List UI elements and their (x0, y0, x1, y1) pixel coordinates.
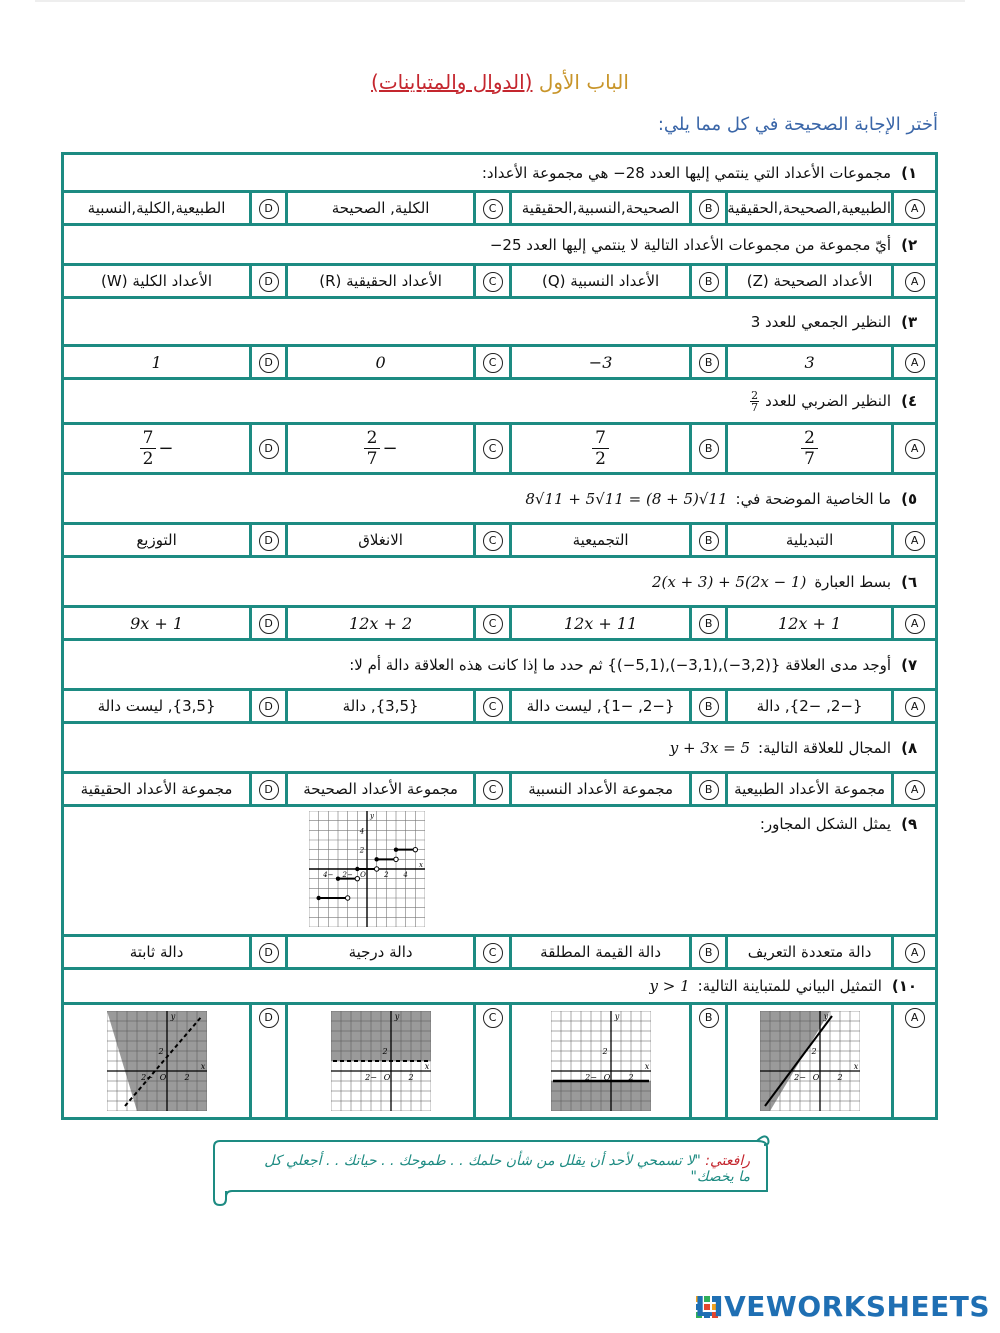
option-letter-a-icon[interactable]: A (905, 697, 925, 717)
question-expression: y > 1 (649, 977, 690, 995)
option-letter-b-icon[interactable]: B (699, 614, 719, 634)
question-content (64, 164, 917, 182)
answer-option-d[interactable] (63, 346, 251, 379)
question-number: ١) (901, 163, 918, 182)
question-text-cell (63, 298, 937, 346)
option-letter-b-icon[interactable]: B (699, 353, 719, 373)
option-letter-cell (475, 1004, 511, 1119)
option-letter-cell (251, 524, 287, 557)
option-letter-cell (251, 936, 287, 969)
question-text: النظير الجمعي للعدد 3 (750, 312, 892, 331)
question-content (64, 390, 917, 413)
option-letter-c-icon[interactable]: C (483, 697, 503, 717)
tick-label-y2: 2 (359, 846, 365, 855)
options-row (63, 524, 937, 557)
option-fraction (592, 428, 609, 469)
tick-label-neg2: −2 (342, 871, 353, 879)
question-number: ٣) (901, 312, 918, 331)
answer-option-c[interactable] (287, 192, 475, 225)
answer-option-d[interactable] (63, 773, 251, 806)
question-number: ٤) (901, 391, 918, 410)
answer-option-c[interactable] (287, 773, 475, 806)
closed-endpoint (355, 867, 359, 871)
option-letter-a-icon[interactable]: A (905, 943, 925, 963)
closed-endpoint (394, 847, 398, 851)
fraction-denominator: 2 (595, 449, 606, 469)
question-content (64, 573, 917, 591)
option-text: الأعداد الكلية (W) (101, 272, 213, 290)
option-letter-c-icon[interactable]: C (483, 780, 503, 800)
tick-label-neg2: −2 (793, 1073, 806, 1082)
inequality-graph-d (107, 1011, 207, 1111)
answer-option-c[interactable] (287, 607, 475, 640)
option-letter-a-icon[interactable]: A (905, 531, 925, 551)
question-number: ٥) (901, 489, 918, 508)
option-letter-a-icon[interactable]: A (905, 614, 925, 634)
question-expression: y + 3x = 5 (669, 738, 751, 757)
question-text-cell (63, 640, 937, 690)
option-letter-a-icon[interactable]: A (905, 780, 925, 800)
tick-label-y2: 2 (811, 1047, 817, 1056)
step-function-graph (309, 811, 425, 927)
minus-sign: − (158, 438, 174, 459)
option-letter-d-icon[interactable]: D (259, 353, 279, 373)
question-row (63, 557, 937, 607)
option-letter-cell (893, 773, 937, 806)
option-letter-cell (893, 424, 937, 474)
option-letter-cell (251, 607, 287, 640)
question-text: التمثيل البياني للمتباينة التالية: (697, 977, 882, 995)
tick-label-y4: 4 (359, 827, 365, 836)
tick-label-4: 4 (403, 871, 408, 879)
option-letter-cell (691, 346, 727, 379)
minus-sign: − (382, 438, 398, 459)
option-letter-c-icon[interactable]: C (483, 1008, 503, 1028)
option-letter-d-icon[interactable]: D (259, 1008, 279, 1028)
question-text: أوجد مدى العلاقة {(3,2−),(3,1−),(5,1−)} ثم حدد ما إذا كانت هذه العلاقة دالة أم لا: (349, 655, 892, 674)
tick-label-2: 2 (408, 1073, 414, 1082)
origin-label: O (812, 1073, 819, 1082)
answer-option-a[interactable] (727, 265, 893, 298)
question-number: ٨) (901, 738, 918, 757)
option-text: {3,5}, ليست دالة (97, 697, 216, 715)
question-row (63, 379, 937, 424)
option-text: التبديلية (785, 531, 834, 549)
origin-label: O (360, 871, 366, 879)
option-letter-cell (251, 265, 287, 298)
option-letter-cell (691, 424, 727, 474)
answer-option-d[interactable] (63, 524, 251, 557)
open-endpoint (374, 867, 378, 871)
question-fraction (750, 390, 759, 413)
question-number: ٦) (901, 572, 918, 591)
question-number: ٧) (901, 655, 918, 674)
option-letter-b-icon[interactable]: B (699, 943, 719, 963)
option-text: دالة القيمة المطلقة (540, 943, 662, 961)
question-text-cell (63, 806, 937, 936)
question-content (64, 490, 917, 508)
answer-option-d[interactable] (63, 1004, 251, 1119)
question-text: المجال للعلاقة التالية: (758, 738, 892, 757)
question-expression: 8√11 + 5√11 = (8 + 5)√11 (525, 489, 728, 508)
option-text: دالة ثابتة (129, 943, 184, 961)
option-letter-a-icon[interactable]: A (905, 199, 925, 219)
option-letter-b-icon[interactable]: B (699, 199, 719, 219)
option-fraction (140, 428, 157, 469)
option-graph (728, 1011, 891, 1111)
option-letter-d-icon[interactable]: D (259, 614, 279, 634)
tick-label-neg4: −4 (323, 871, 334, 879)
origin-label: O (383, 1073, 390, 1082)
brand-name: LIVEWORKSHEETS (694, 1290, 990, 1323)
answer-option-b[interactable] (511, 265, 691, 298)
option-letter-c-icon[interactable]: C (483, 614, 503, 634)
tick-label-y2: 2 (382, 1047, 388, 1056)
option-letter-d-icon[interactable]: D (259, 199, 279, 219)
option-letter-cell (893, 265, 937, 298)
option-letter-cell (251, 424, 287, 474)
answer-option-b[interactable] (511, 192, 691, 225)
question-text-cell (63, 225, 937, 265)
answer-option-b[interactable] (511, 424, 691, 474)
option-text: التجميعية (572, 531, 629, 549)
option-letter-cell (691, 192, 727, 225)
question-content (64, 739, 917, 757)
question-row (63, 640, 937, 690)
option-text: الأعداد الحقيقية (R) (319, 272, 442, 290)
fraction-denominator: 7 (804, 449, 815, 469)
answer-option-a[interactable] (727, 607, 893, 640)
questions-table (61, 152, 938, 1120)
option-letter-d-icon[interactable]: D (259, 943, 279, 963)
y-axis-label: y (614, 1012, 619, 1021)
fraction-numerator: 7 (592, 428, 609, 449)
answer-option-a[interactable] (727, 192, 893, 225)
question-text-cell (63, 379, 937, 424)
x-axis-label: x (200, 1062, 205, 1071)
fraction-numerator: 2 (751, 388, 759, 402)
option-letter-cell (893, 1004, 937, 1119)
option-letter-d-icon[interactable]: D (259, 531, 279, 551)
options-row (63, 424, 937, 474)
open-endpoint (394, 857, 398, 861)
question-row (63, 969, 937, 1004)
option-letter-c-icon[interactable]: C (483, 439, 503, 459)
y-axis-label: y (823, 1012, 828, 1021)
option-letter-c-icon[interactable]: C (483, 199, 503, 219)
question-row (63, 298, 937, 346)
fraction-numerator: 7 (140, 428, 157, 449)
answer-option-a[interactable] (727, 690, 893, 723)
answer-option-c[interactable] (287, 690, 475, 723)
answer-option-a[interactable] (727, 346, 893, 379)
page-title (0, 70, 1000, 94)
option-text: مجموعة الأعداد الطبيعية (734, 780, 886, 798)
option-letter-a-icon[interactable]: A (905, 1008, 925, 1028)
option-letter-c-icon[interactable]: C (483, 943, 503, 963)
x-axis-label: x (853, 1062, 858, 1071)
answer-option-a[interactable] (727, 1004, 893, 1119)
option-letter-cell (893, 936, 937, 969)
option-text: −3 (588, 352, 613, 372)
option-letter-cell (475, 936, 511, 969)
option-letter-cell (691, 1004, 727, 1119)
option-letter-b-icon[interactable]: B (699, 1008, 719, 1028)
options-row (63, 346, 937, 379)
fraction-denominator: 7 (366, 449, 378, 469)
question-text: ما الخاصية الموضحة في: (735, 489, 892, 508)
question-text: بسط العبارة (814, 572, 892, 591)
option-text: 12x + 2 (349, 613, 413, 633)
closed-endpoint (336, 876, 340, 880)
option-text: 12x + 1 (778, 613, 842, 633)
tick-label-2: 2 (384, 871, 389, 879)
tick-label-neg2: −2 (584, 1073, 597, 1082)
question-row (63, 225, 937, 265)
option-letter-b-icon[interactable]: B (699, 780, 719, 800)
quote-label: رافعتي: (705, 1153, 750, 1169)
option-letter-b-icon[interactable]: B (699, 697, 719, 717)
tick-label-y2: 2 (158, 1047, 164, 1056)
closed-endpoint (374, 857, 378, 861)
answer-option-c[interactable] (287, 346, 475, 379)
answer-option-d[interactable] (63, 690, 251, 723)
answer-option-c[interactable] (287, 936, 475, 969)
options-row (63, 1004, 937, 1119)
option-letter-cell (893, 690, 937, 723)
option-text: مجموعة الأعداد الصحيحة (303, 780, 458, 798)
fraction-denominator: 7 (751, 400, 759, 414)
question-number: ١٠) (891, 977, 918, 995)
option-letter-cell (475, 192, 511, 225)
option-letter-cell (691, 524, 727, 557)
inequality-graph-c (331, 1011, 431, 1111)
x-axis-label: x (419, 861, 423, 869)
y-axis-label: y (394, 1012, 399, 1021)
option-letter-cell (691, 607, 727, 640)
option-graph (64, 1011, 249, 1111)
question-text-cell (63, 154, 937, 192)
option-graph (288, 1011, 473, 1111)
options-row (63, 607, 937, 640)
option-letter-cell (251, 773, 287, 806)
option-letter-cell (475, 524, 511, 557)
options-row (63, 773, 937, 806)
question-text: مجموعات الأعداد التي ينتمي إليها العدد 28− هي مجموعة الأعداد: (481, 163, 892, 182)
answer-option-a[interactable] (727, 936, 893, 969)
fraction-numerator: 2 (801, 428, 818, 449)
option-text: دالة درجية (348, 943, 413, 961)
instruction-text: أختر الإجابة الصحيحة في كل مما يلي: (657, 114, 938, 135)
option-letter-d-icon[interactable]: D (259, 439, 279, 459)
title-topic: (الدوال والمتباينات) (371, 70, 533, 94)
option-text: مجموعة الأعداد النسبية (528, 780, 673, 798)
option-letter-a-icon[interactable]: A (905, 272, 925, 292)
option-text: الطبيعية,الصحيحة,الحقيقية (727, 199, 892, 217)
option-letter-a-icon[interactable]: A (905, 353, 925, 373)
option-letter-cell (475, 346, 511, 379)
option-letter-cell (475, 773, 511, 806)
quote-text (250, 1153, 750, 1185)
question-text-cell (63, 474, 937, 524)
y-axis-label: y (170, 1012, 175, 1021)
option-letter-cell (893, 346, 937, 379)
tick-label-2: 2 (628, 1073, 634, 1082)
question-row (63, 474, 937, 524)
x-axis-label: x (424, 1062, 429, 1071)
option-letter-c-icon[interactable]: C (483, 272, 503, 292)
option-letter-cell (893, 524, 937, 557)
tick-label-neg2: −2 (140, 1073, 153, 1082)
option-fraction (364, 428, 381, 469)
option-text: 3 (804, 352, 815, 372)
question-content (64, 313, 917, 331)
option-letter-cell (251, 346, 287, 379)
option-graph (512, 1011, 689, 1111)
option-text: 1 (151, 352, 162, 372)
answer-option-c[interactable] (287, 424, 475, 474)
answer-option-b[interactable] (511, 1004, 691, 1119)
question-expression: 2(x + 3) + 5(2x − 1) (651, 572, 807, 591)
answer-option-d[interactable] (63, 607, 251, 640)
option-letter-cell (691, 773, 727, 806)
question-number: ٢) (901, 235, 918, 254)
option-letter-cell (691, 936, 727, 969)
option-letter-cell (691, 690, 727, 723)
option-letter-d-icon[interactable]: D (259, 697, 279, 717)
question-text-cell (63, 723, 937, 773)
answer-option-c[interactable] (287, 1004, 475, 1119)
options-row (63, 936, 937, 969)
question-row (63, 806, 937, 936)
option-letter-cell (475, 265, 511, 298)
closed-endpoint (316, 896, 320, 900)
fraction-denominator: 2 (142, 449, 154, 469)
question-row (63, 154, 937, 192)
quote-body: "لا تسمحي لأحد أن يقلل من شأن حلمك . . طموحك . . حياتك . . أجعلي كل ما يخصك" (264, 1153, 750, 1185)
open-endpoint (345, 896, 349, 900)
option-letter-cell (691, 265, 727, 298)
option-letter-b-icon[interactable]: B (699, 272, 719, 292)
tick-label-2: 2 (184, 1073, 190, 1082)
option-text: مجموعة الأعداد الحقيقية (80, 780, 233, 798)
option-text: الصحيحة,النسبية,الحقيقية (521, 199, 680, 217)
open-endpoint (355, 876, 359, 880)
option-letter-a-icon[interactable]: A (905, 439, 925, 459)
question-text: يمثل الشكل المجاور: (759, 815, 892, 833)
inequality-graph-b (551, 1011, 651, 1111)
option-letter-cell (475, 424, 511, 474)
option-text: {−2, −2}, دالة (756, 697, 863, 715)
option-letter-b-icon[interactable]: B (699, 439, 719, 459)
answer-option-a[interactable] (727, 524, 893, 557)
question-text: أيّ مجموعة من مجموعات الأعداد التالية لا ينتمي إليها العدد 25− (489, 235, 892, 254)
option-text: {3,5}, دالة (342, 697, 419, 715)
answer-option-b[interactable] (511, 346, 691, 379)
option-fraction (801, 428, 818, 469)
answer-option-a[interactable] (727, 773, 893, 806)
option-text: التوزيع (136, 531, 177, 549)
option-letter-d-icon[interactable]: D (259, 780, 279, 800)
tick-label-2: 2 (837, 1073, 843, 1082)
option-letter-cell (893, 607, 937, 640)
inequality-graph-a (760, 1011, 860, 1111)
question-number: ٩) (901, 815, 918, 833)
question-content (64, 236, 917, 254)
option-text: {−2, −1}, ليست دالة (526, 697, 675, 715)
answer-option-d[interactable] (63, 192, 251, 225)
answer-option-c[interactable] (287, 524, 475, 557)
answer-option-b[interactable] (511, 524, 691, 557)
tick-label-neg2: −2 (364, 1073, 377, 1082)
option-letter-b-icon[interactable]: B (699, 531, 719, 551)
option-letter-cell (893, 192, 937, 225)
answer-option-b[interactable] (511, 936, 691, 969)
option-text: الكلية, الصحيحة (331, 199, 430, 217)
option-letter-c-icon[interactable]: C (483, 531, 503, 551)
answer-option-d[interactable] (63, 265, 251, 298)
answer-option-c[interactable] (287, 265, 475, 298)
origin-label: O (159, 1073, 166, 1082)
answer-option-b[interactable] (511, 690, 691, 723)
y-axis-label: y (370, 812, 374, 820)
answer-option-a[interactable] (727, 424, 893, 474)
top-divider (35, 0, 965, 2)
answer-option-d[interactable] (63, 936, 251, 969)
option-letter-cell (475, 690, 511, 723)
answer-option-b[interactable] (511, 773, 691, 806)
option-text: 0 (375, 352, 386, 372)
question-text-cell (63, 557, 937, 607)
option-text: 9x + 1 (130, 613, 184, 633)
tick-label-y2: 2 (602, 1047, 608, 1056)
options-row (63, 192, 937, 225)
question-content (64, 656, 917, 674)
question-content (64, 807, 917, 934)
origin-label: O (603, 1073, 610, 1082)
option-text: 12x + 11 (563, 613, 638, 633)
question-text-cell (63, 969, 937, 1004)
option-letter-cell (251, 192, 287, 225)
option-letter-cell (251, 1004, 287, 1119)
x-axis-label: x (644, 1062, 649, 1071)
options-row (63, 690, 937, 723)
option-letter-cell (475, 607, 511, 640)
title-chapter: الباب الأول (538, 70, 629, 94)
option-letter-c-icon[interactable]: C (483, 353, 503, 373)
option-text: الطبيعية,الكلية,النسبية (87, 199, 226, 217)
question-content (64, 977, 917, 995)
option-text: دالة متعددة التعريف (747, 943, 872, 961)
answer-option-b[interactable] (511, 607, 691, 640)
open-endpoint (413, 847, 417, 851)
option-text: الأعداد النسبية (Q) (541, 272, 660, 290)
fraction-numerator: 2 (364, 428, 381, 449)
question-text: النظير الضربي للعدد (765, 391, 892, 410)
option-text: الانغلاق (358, 531, 403, 549)
answer-option-d[interactable] (63, 424, 251, 474)
options-row (63, 265, 937, 298)
option-letter-cell (251, 690, 287, 723)
option-letter-d-icon[interactable]: D (259, 272, 279, 292)
option-text: الأعداد الصحيحة (Z) (746, 272, 873, 290)
question-row (63, 723, 937, 773)
question-graph (309, 811, 425, 931)
